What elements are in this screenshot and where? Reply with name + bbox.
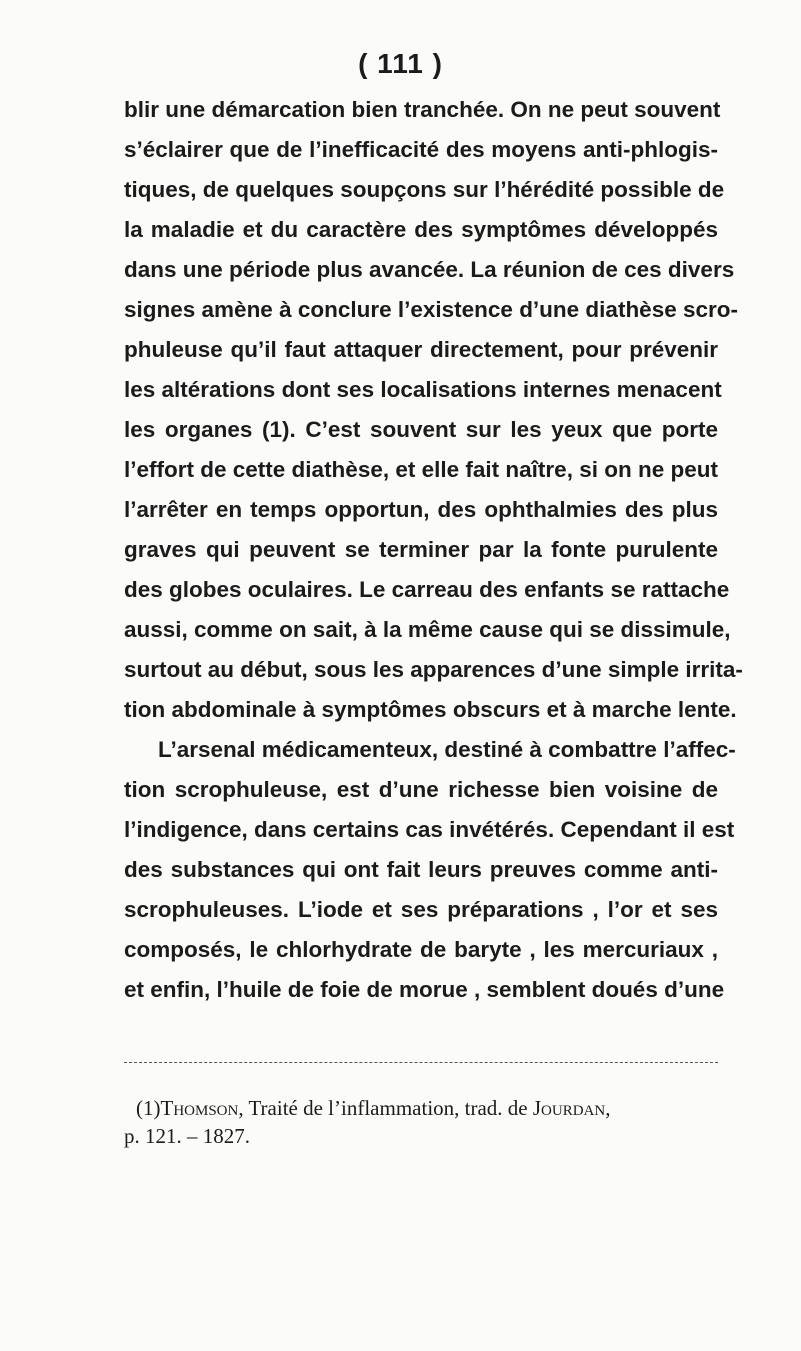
- footnote-marker: (1): [136, 1096, 161, 1120]
- footnote-line: p. 121. – 1827.: [124, 1124, 250, 1148]
- footnote-text-end: ,: [605, 1096, 611, 1120]
- text-line: des substances qui ont fait leurs preuves comme anti-: [124, 857, 718, 882]
- text-line: et enfin, l’huile de foie de morue , semblent doués d’une: [124, 977, 725, 1002]
- text-line: tion scrophuleuse, est d’une richesse bien voisine de: [124, 777, 718, 802]
- footnote-text: , Traité de l’inflammation, trad. de: [238, 1096, 533, 1120]
- text-line: l’indigence, dans certains cas invétérés. Cependant il est: [124, 817, 735, 842]
- text-line: signes amène à conclure l’existence d’une diathèse scro-: [124, 297, 738, 322]
- body-text: [124, 90, 743, 1010]
- text-line: graves qui peuvent se terminer par la fonte purulente: [124, 537, 718, 562]
- text-line: les organes (1). C’est souvent sur les yeux que porte: [124, 417, 718, 442]
- text-line: phuleuse qu’il faut attaquer directement, pour prévenir: [124, 337, 718, 362]
- footnote-translator: Jourdan: [532, 1096, 606, 1120]
- footnote-divider: [124, 1062, 718, 1063]
- text-line: s’éclairer que de l’inefficacité des moyens anti-phlogis-: [124, 137, 718, 162]
- text-line: l’effort de cette diathèse, et elle fait naître, si on ne peut: [124, 457, 718, 482]
- text-line: scrophuleuses. L’iode et ses préparations , l’or et ses: [124, 897, 718, 922]
- footnote-line: [124, 1094, 724, 1122]
- text-line: L’arsenal médicamenteux, destiné à combattre l’affec-: [158, 737, 736, 762]
- footnote: [124, 1094, 724, 1150]
- text-line: la maladie et du caractère des symptômes développés: [124, 217, 718, 242]
- text-line: tiques, de quelques soupçons sur l’hérédité possible de: [124, 177, 725, 202]
- text-line: aussi, comme on sait, à la même cause qui se dissimule,: [124, 617, 731, 642]
- page-number: ( 111 ): [358, 48, 443, 79]
- text-line: l’arrêter en temps opportun, des ophthalmies des plus: [124, 497, 718, 522]
- footnote-author: Thomson: [160, 1096, 239, 1120]
- text-line: les altérations dont ses localisations internes menacent: [124, 377, 722, 402]
- text-line: des globes oculaires. Le carreau des enfants se rattache: [124, 577, 730, 602]
- text-line: dans une période plus avancée. La réunion de ces divers: [124, 257, 735, 282]
- text-line: blir une démarcation bien tranchée. On ne peut souvent: [124, 97, 721, 122]
- text-line: composés, le chlorhydrate de baryte , les mercuriaux ,: [124, 937, 718, 962]
- text-line: surtout au début, sous les apparences d’une simple irrita-: [124, 657, 743, 682]
- text-line: tion abdominale à symptômes obscurs et à marche lente.: [124, 697, 737, 722]
